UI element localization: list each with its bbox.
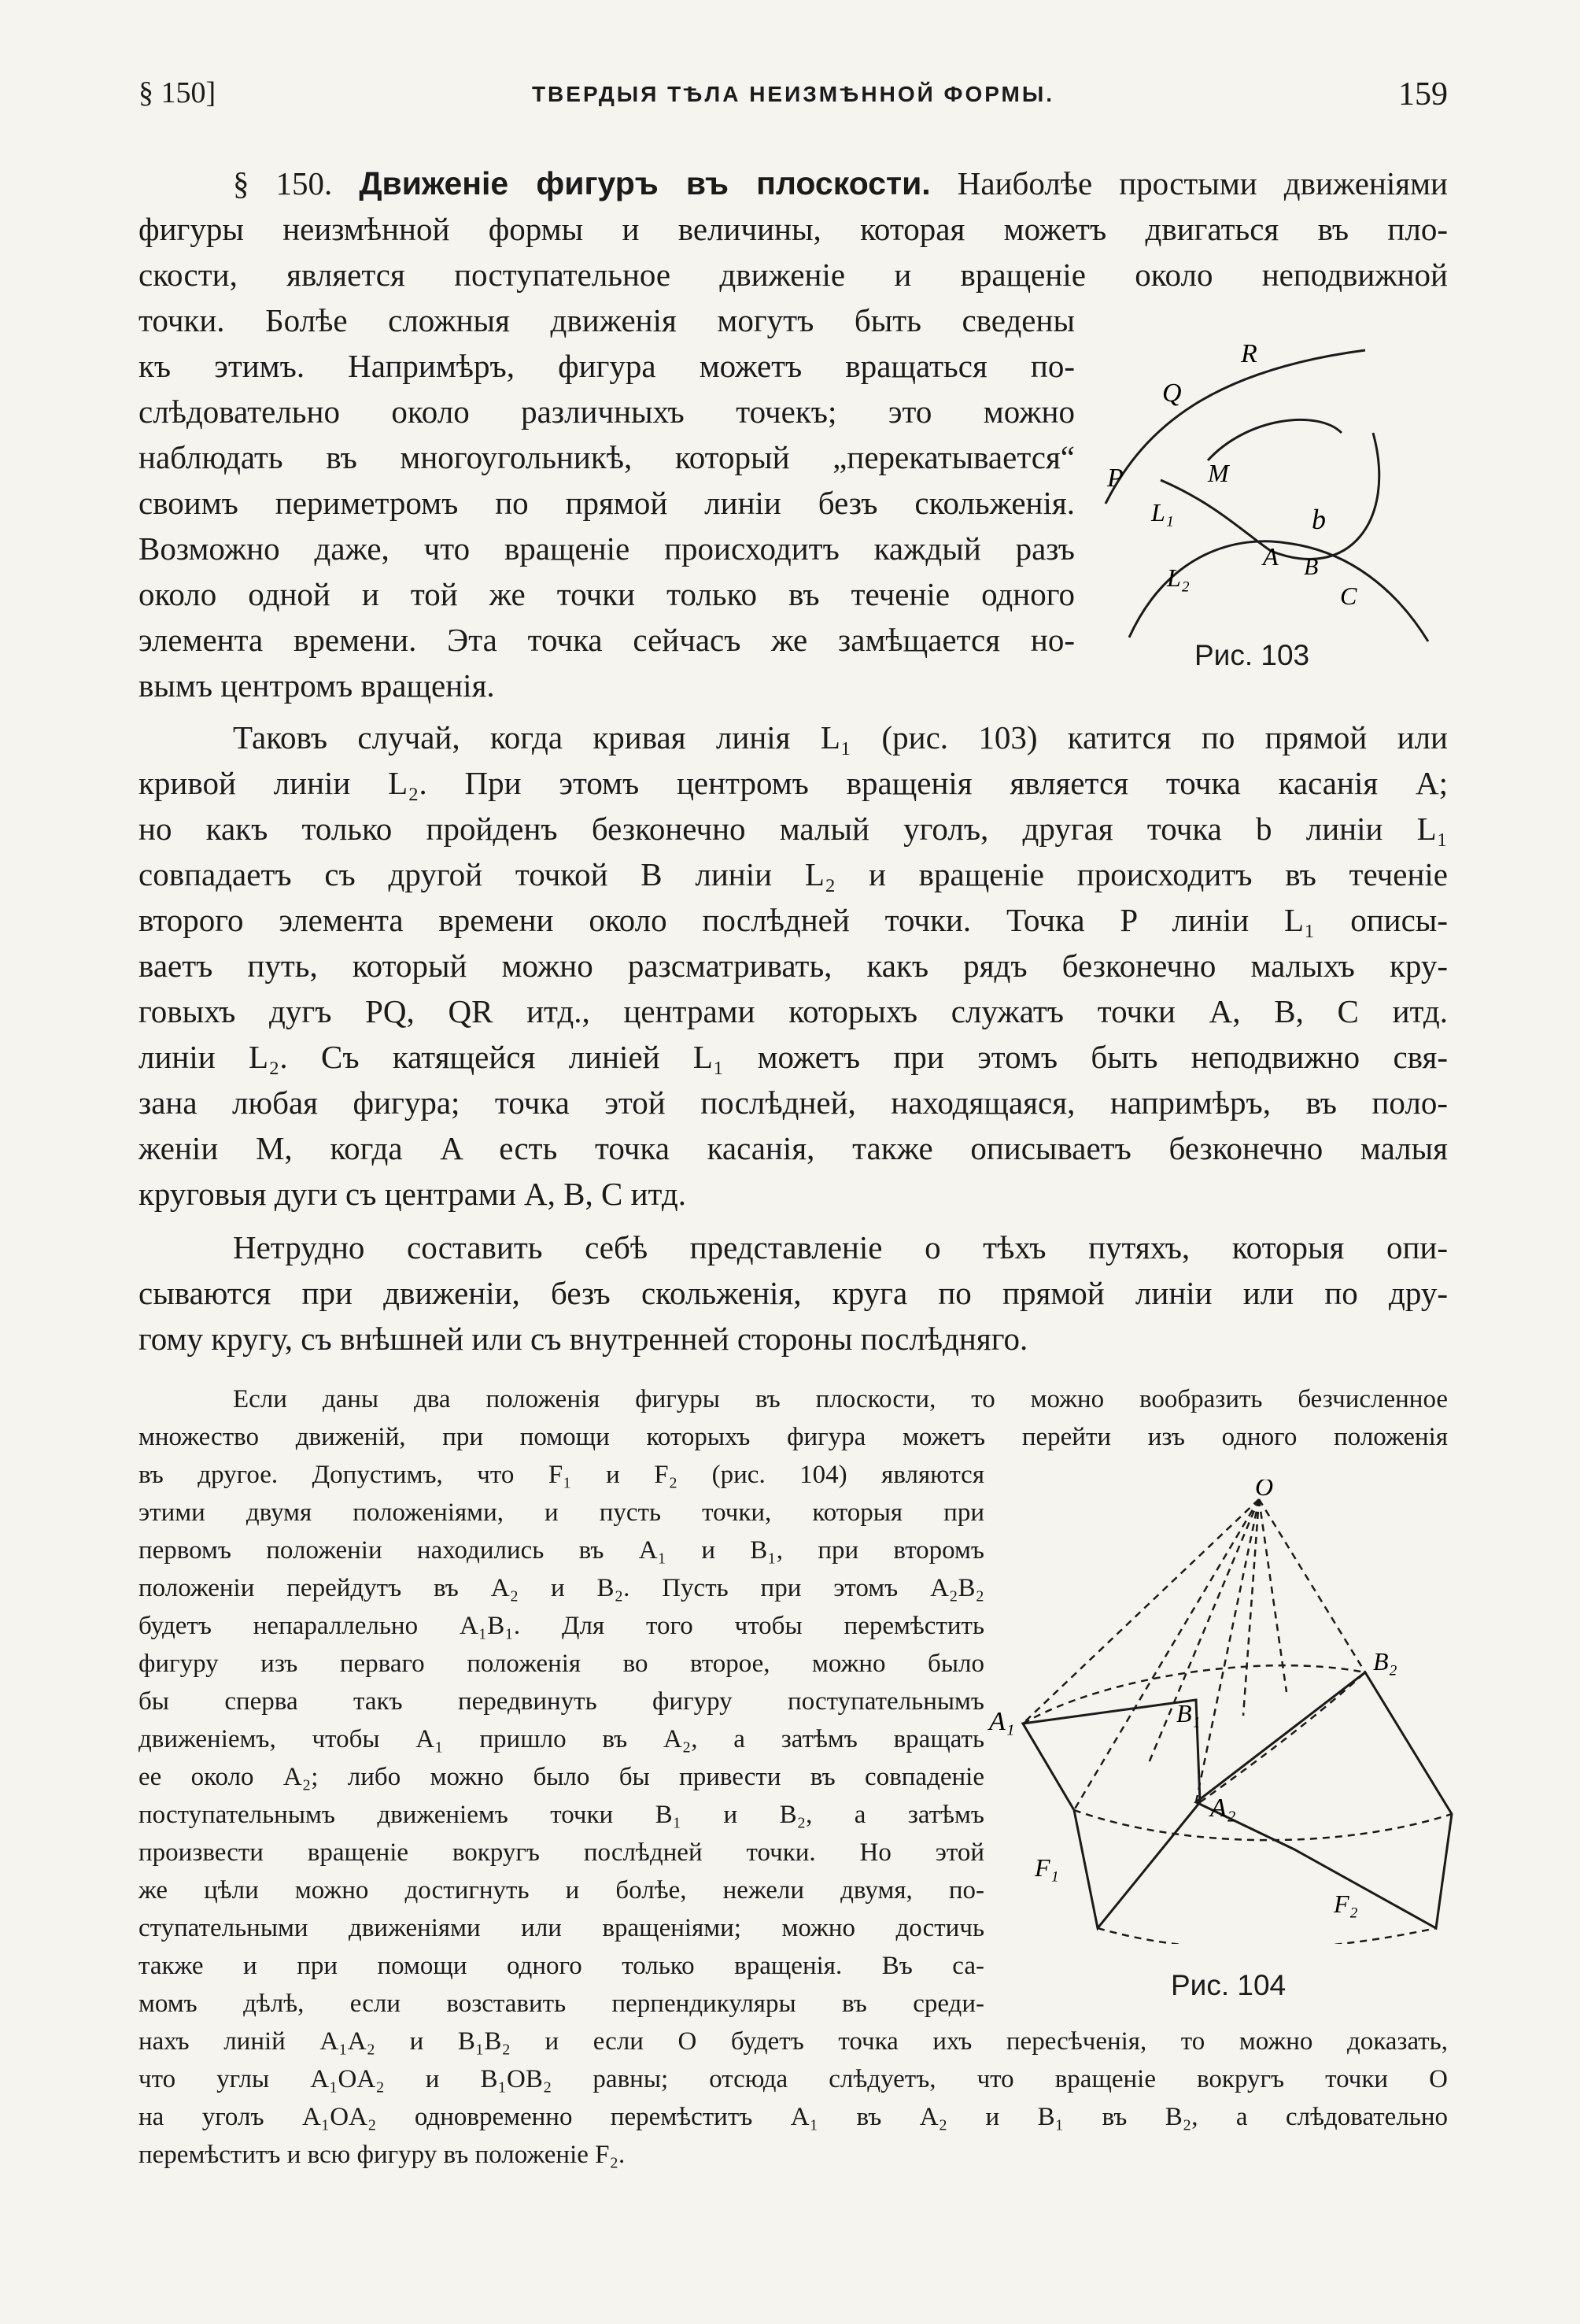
para3-line-2: сываются при движенiи, безъ скольженiя, круга по прямой линiи или по дру- [138,1275,1448,1311]
fig103-label-Q: Q [1162,379,1182,408]
curve-m-arc [1208,419,1342,460]
para1-line-3: скости, является поступательное движенiе и вращенiе около неподвижной [138,257,1448,293]
para4-line-5: первомъ положенiи находились въ A₁ и B₁, при второмъ [138,1536,984,1565]
para1-line-5: къ этимъ. Напримѣръ, фигура можетъ вращаться по- [138,348,1075,384]
para2-line-6: ваетъ путь, который можно разсматривать, какъ рядъ безконечно малыхъ кру- [138,948,1448,984]
fig103-label-P: P [1107,464,1124,493]
para4-line-12: поступательнымъ движенiемъ точки B₁ и B₂, а затѣмъ [138,1801,984,1829]
fig103-label-R: R [1241,339,1257,368]
header-running-title: ТВЕРДЫЯ ТѢЛА НЕИЗМѢННОЙ ФОРМЫ. [531,82,1055,106]
para4-line-7: будетъ непараллельно A₁B₁. Для того чтобы перемѣстить [138,1612,984,1640]
header-section-ref: § 150] [138,76,216,109]
running-header [138,76,1448,123]
fig104-caption: Рис. 104 [1171,1969,1287,2001]
para4-line-21: перемѣститъ и всю фигуру въ положенiе F₂. [138,2141,626,2169]
fig104-label-F1: F₁ [1035,1853,1059,1882]
para1-line-12: вымъ центромъ вращенiя. [138,667,495,704]
para2-line-1: Таковъ случай, когда кривая линiя L₁ (рис. 103) катится по прямой или [233,719,1448,756]
para1-text-1: Наиболѣе простыми движенiями [957,165,1448,201]
fig103-label-C: C [1340,582,1357,610]
para4-line-13: произвести вращенiе вокругъ послѣдней точки. Но этой [138,1838,984,1867]
para4-line-19: что углы A₁OA₂ и B₁OB₂ равны; отсюда слѣдуетъ, что вращенiе вокругъ точки O [138,2065,1448,2093]
para4-line-3: въ другое. Допустимъ, что F₁ и F₂ (рис. 104) являются [138,1461,984,1489]
figure-104 [988,1480,1475,1944]
para4-line-9: бы сперва такъ передвинуть фигуру поступательнымъ [138,1687,984,1716]
para1-line-1 [138,161,1448,206]
page-number: 159 [1398,76,1448,113]
para4-line-2: множество движенiй, при помощи которыхъ фигура можетъ перейти изъ одного положенiя [138,1423,1448,1451]
fig104-label-A2: A₂ [1210,1794,1236,1823]
para1-line-2: фигуры неизмѣнной формы и величины, которая можетъ двигаться въ пло- [138,211,1448,247]
para2-line-5: второго элемента времени около послѣдней точки. Точка P линiи L₁ описы- [138,902,1448,938]
para1-line-10: около одной и той же точки только въ теченiе одного [138,576,1075,612]
curve-pqr [1106,350,1365,504]
fig104-label-O: O [1255,1480,1274,1501]
para4-line-15: ступательными движенiями или вращенiями; можно достичь [138,1914,984,1942]
fig104-label-B2: B₂ [1373,1647,1397,1676]
para4-line-16: также и при помощи одного только вращенiя. Въ са- [138,1952,984,1980]
fig104-label-A1: A₁ [989,1707,1015,1736]
para4-line-11: ее около A₂; либо можно было бы привести въ совпаденiе [138,1763,984,1791]
para4-line-8: фигуру изъ перваго положенiя во второе, можно было [138,1650,984,1678]
para2-line-7: говыхъ дугъ PQ, QR итд., центрами которыхъ служатъ точки A, B, C итд. [138,993,1448,1029]
para1-line-7: наблюдать въ многоугольникѣ, который „перекатывается“ [138,439,1075,475]
para2-line-3: но какъ только пройденъ безконечно малый уголъ, другая точка b линiи L₁ [138,811,1448,847]
fig103-label-A: A [1263,542,1279,571]
fig103-label-L1: L₁ [1151,498,1174,527]
para2-line-9: зана любая фигура; точка этой послѣдней, находящаяся, напримѣръ, въ поло- [138,1084,1448,1121]
para4-line-20: на уголъ A₁OA₂ одновременно перемѣститъ A₁ въ A₂ и B₁ въ B₂, а слѣдовательно [138,2103,1448,2131]
section-title: Движенiе фигуръ въ плоскости. [359,165,931,201]
para2-line-11: круговыя дуги съ центрами A, B, C итд. [138,1176,687,1212]
para1-line-6: слѣдовательно около различныхъ точекъ; это можно [138,393,1075,430]
para4-line-10: движенiемъ, чтобы A₁ пришло въ A₂, а затѣмъ вращать [138,1725,984,1753]
fig104-label-F2: F₂ [1334,1890,1358,1918]
para4-line-1: Если даны два положенiя фигуры въ плоскости, то можно вообразить безчисленное [233,1385,1448,1413]
fig103-label-b: b [1312,504,1326,535]
para2-line-10: женiи M, когда A есть точка касанiя, также описываетъ безконечно малыя [138,1130,1448,1166]
fig103-label-M: M [1208,459,1229,487]
para3-line-1: Нетрудно составить себѣ представленiе о тѣхъ путяхъ, которыя опи- [233,1229,1448,1265]
para2-line-2: кривой линiи L₂. При этомъ центромъ вращенiя является точка касанiя A; [138,765,1448,801]
fig103-caption: Рис. 103 [1194,639,1310,671]
para2-line-4: совпадаетъ съ другой точкой B линiи L₂ и вращенiе происходитъ въ теченiе [138,856,1448,892]
fig103-label-L2: L₂ [1167,563,1190,592]
fig104-label-B1: B₁ [1176,1699,1201,1727]
para1-line-11: элемента времени. Эта точка сейчасъ же замѣщается но- [138,622,1075,658]
para4-line-6: положенiи перейдутъ въ A₂ и B₂. Пусть при этомъ A₂B₂ [138,1574,984,1602]
para4-line-4: этими двумя положенiями, и пусть точки, которыя при [138,1498,984,1527]
para1-line-9: Возможно даже, что вращенiе происходитъ каждый разъ [138,530,1075,567]
para4-line-18: нахъ линiй A₁A₂ и B₁B₂ и если O будетъ точка ихъ пересѣченiя, то можно доказать, [138,2027,1448,2056]
para2-line-8: линiи L₂. Съ катящейся линiей L₁ можетъ при этомъ быть неподвижно свя- [138,1039,1448,1075]
para3-line-3: гому кругу, съ внѣшней или съ внутренней стороны послѣдняго. [138,1321,1028,1357]
polygon-f1 [1023,1700,1200,1928]
para1-line-8: своимъ периметромъ по прямой линiи безъ скольженiя. [138,485,1075,521]
para4-line-17: момъ дѣлѣ, если возставить перпендикуляры въ среди- [138,1990,984,2018]
para1-line-4: точки. Болѣе сложныя движенiя могутъ быть сведены [138,302,1075,338]
fig103-label-B: B [1304,554,1319,580]
section-number: § 150. [233,165,333,201]
figure-103 [1098,315,1444,645]
para4-line-14: же цѣли можно достигнуть и болѣе, нежели двумя, по- [138,1876,984,1905]
